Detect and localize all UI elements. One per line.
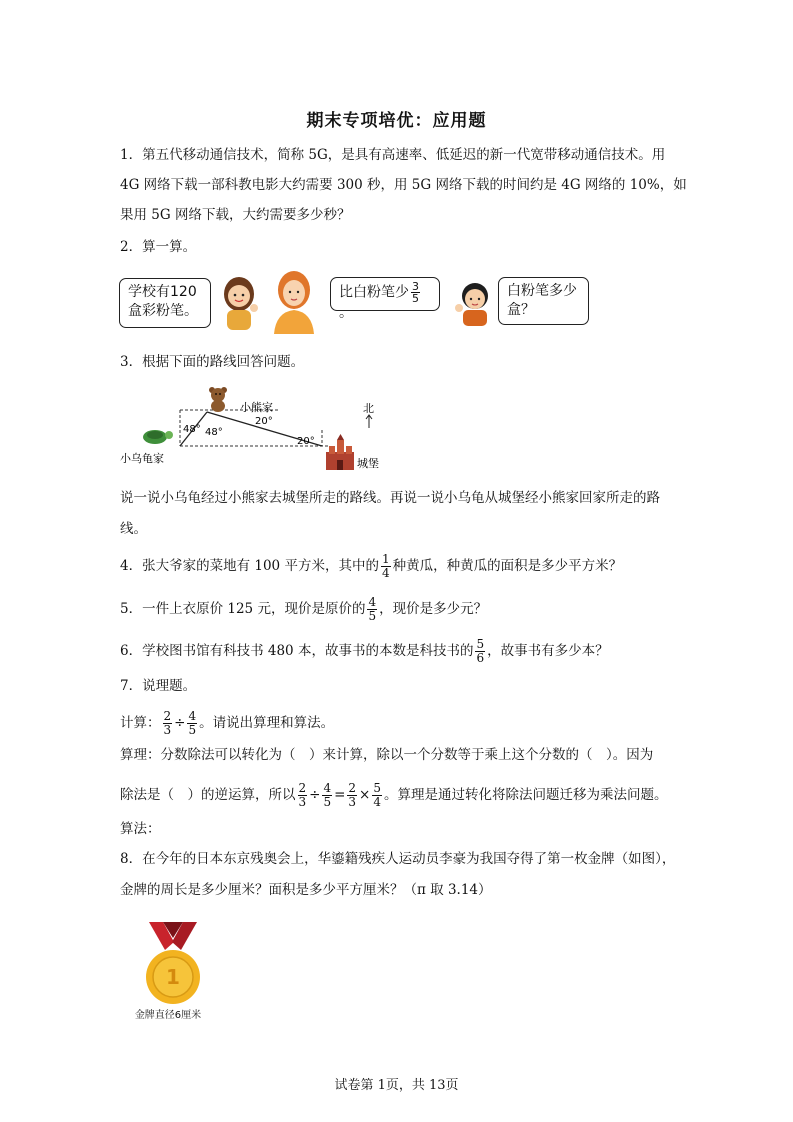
woman-teacher-icon: [268, 268, 320, 334]
angle-label-1: 48°: [183, 424, 201, 435]
q1-line3: 果用 5G 网络下载，大约需要多少秒？: [120, 207, 351, 223]
angle-label-4: 20°: [297, 436, 315, 447]
bear-house-label: 小熊家: [240, 401, 273, 414]
q3-line2: 线。: [120, 521, 147, 537]
bubble2-text: 比白粉笔少: [339, 284, 409, 301]
q6-text: 6．学校图书馆有科技书 480 本，故事书的本数是科技书的 $\frac{5}{6}$ ，故事书有多少本？: [120, 637, 609, 665]
turtle-house-label: 小乌龟家: [120, 452, 164, 465]
route-map: [115, 380, 395, 476]
q7-calc: 计算： $\frac{2}{3}$ ÷ $\frac{4}{5}$ 。请说出算理和算法。: [120, 709, 335, 737]
bubble1-line1: 学校有120: [128, 284, 197, 300]
q5-text: 5．一件上衣原价 125 元，现价是原价的 $\frac{4}{5}$ ，现价是多少元？: [120, 595, 488, 623]
turtle-icon: [143, 430, 173, 444]
fraction-three-fifths: $\frac{3}{5}$: [412, 280, 419, 305]
angle-label-3: 20°: [255, 416, 273, 427]
girl-icon: [214, 272, 264, 334]
bear-icon: [209, 387, 227, 412]
bubble2-end: 。: [339, 305, 353, 321]
q1-line2: 4G 网络下载一部科教电影大约需要 300 秒，用 5G 网络下载的时间约是 4G 网络的 10%，如: [120, 177, 687, 193]
castle-icon: [326, 434, 354, 470]
q4-text: 4．张大爷家的菜地有 100 平方米，其中的 $\frac{1}{4}$ 种黄瓜，种黄瓜的面积是多少平方米？: [120, 552, 623, 580]
ribbon-icon: [149, 922, 197, 950]
speech-bubble-girl: [119, 278, 211, 328]
page-footer: 试卷第 1页，共 13页: [334, 1078, 459, 1093]
q3-label: 3．根据下面的路线回答问题。: [120, 354, 305, 370]
q3-line1: 说一说小乌龟经过小熊家去城堡所走的路线。再说一说小乌龟从城堡经小熊家回家所走的路: [120, 490, 660, 506]
medal-number: 1: [166, 965, 180, 989]
gold-medal-image: [128, 918, 218, 1026]
bubble1-line2: 盒彩粉笔。: [128, 303, 198, 319]
q8-line1: 8．在今年的日本东京残奥会上，华鎏籍残疾人运动员李豪为我国夺得了第一枚金牌（如图），: [120, 851, 676, 867]
fraction-four-fifths: $\frac{4}{5}$: [368, 595, 377, 623]
angle-label-2: 48°: [205, 427, 223, 438]
bubble3-line1: 白粉笔多少: [507, 283, 577, 299]
north-label: 北: [363, 402, 374, 415]
fraction-five-sixths: $\frac{5}{6}$: [476, 637, 485, 665]
fraction-one-quarter: $\frac{1}{4}$: [381, 552, 390, 580]
medal-caption: 金牌直径6厘米: [134, 1010, 202, 1021]
q7-reason-line1: 算理：分数除法可以转化为（ ）来计算，除以一个分数等于乘上这个分数的（ ）。因为: [120, 747, 654, 763]
castle-label: 城堡: [357, 457, 379, 470]
speech-bubble-boy: [498, 277, 589, 325]
q1-line1: 1．第五代移动通信技术，简称 5G，是具有高速率、低延迟的新一代宽带移动通信技术。用: [120, 147, 666, 163]
q7-method: 算法：: [120, 821, 161, 837]
q2-label: 2．算一算。: [120, 239, 197, 255]
bubble3-line2: 盒？: [507, 302, 535, 318]
page-title: 期末专项培优：应用题: [306, 111, 487, 131]
speech-bubble-teacher: [330, 277, 440, 321]
boy-icon: [453, 276, 497, 328]
q7-reason-line2: 除法是（ ）的逆运算，所以 $\frac{2}{3}$ ÷ $\frac{4}{5}$ = $\frac{2}{3}$ × $\frac{5}{4}$ 。算理是通过转化将除法问题迁移为乘法问题。: [120, 781, 668, 809]
q7-label: 7．说理题。: [120, 678, 197, 694]
q8-line2: 金牌的周长是多少厘米？面积是多少平方厘米？（π 取 3.14）: [120, 882, 492, 898]
